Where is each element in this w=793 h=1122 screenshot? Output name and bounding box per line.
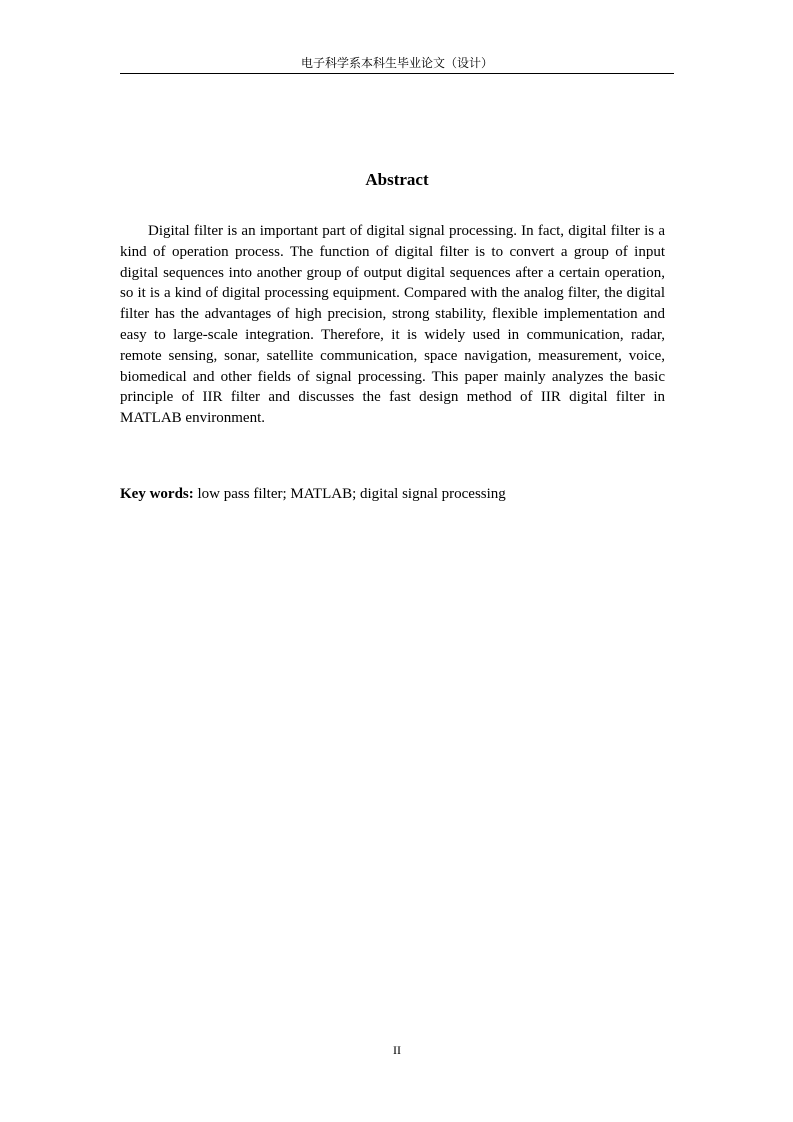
abstract-title: Abstract: [365, 170, 429, 189]
keywords-label: Key words:: [120, 486, 194, 502]
keywords-text: low pass filter; MATLAB; digital signal processing: [193, 486, 506, 502]
header-rule: [120, 73, 674, 74]
running-header: 电子科学系本科生毕业论文（设计）: [300, 56, 493, 70]
page-number: II: [393, 1043, 401, 1057]
abstract-body: Digital filter is an important part of digital signal processing. In fact, digital filter is a kind of operation process. The function of digital filter is to convert a group of input digital sequences into another group of output digital sequences after a certain operation, so it is a kind of digital processing equipment. Compared with the analog filter, the digital filter has the advantages of high precision, strong stability, flexible implementation and easy to large-scale integration. Therefore, it is widely used in communication, radar, remote sensing, sonar, satellite communication, space navigation, measurement, voice, biomedical and other fields of signal processing. This paper mainly analyzes the basic principle of IIR filter and discusses the fast design method of IIR digital filter in MATLAB environment.: [120, 223, 665, 427]
keywords-line: [120, 484, 665, 504]
